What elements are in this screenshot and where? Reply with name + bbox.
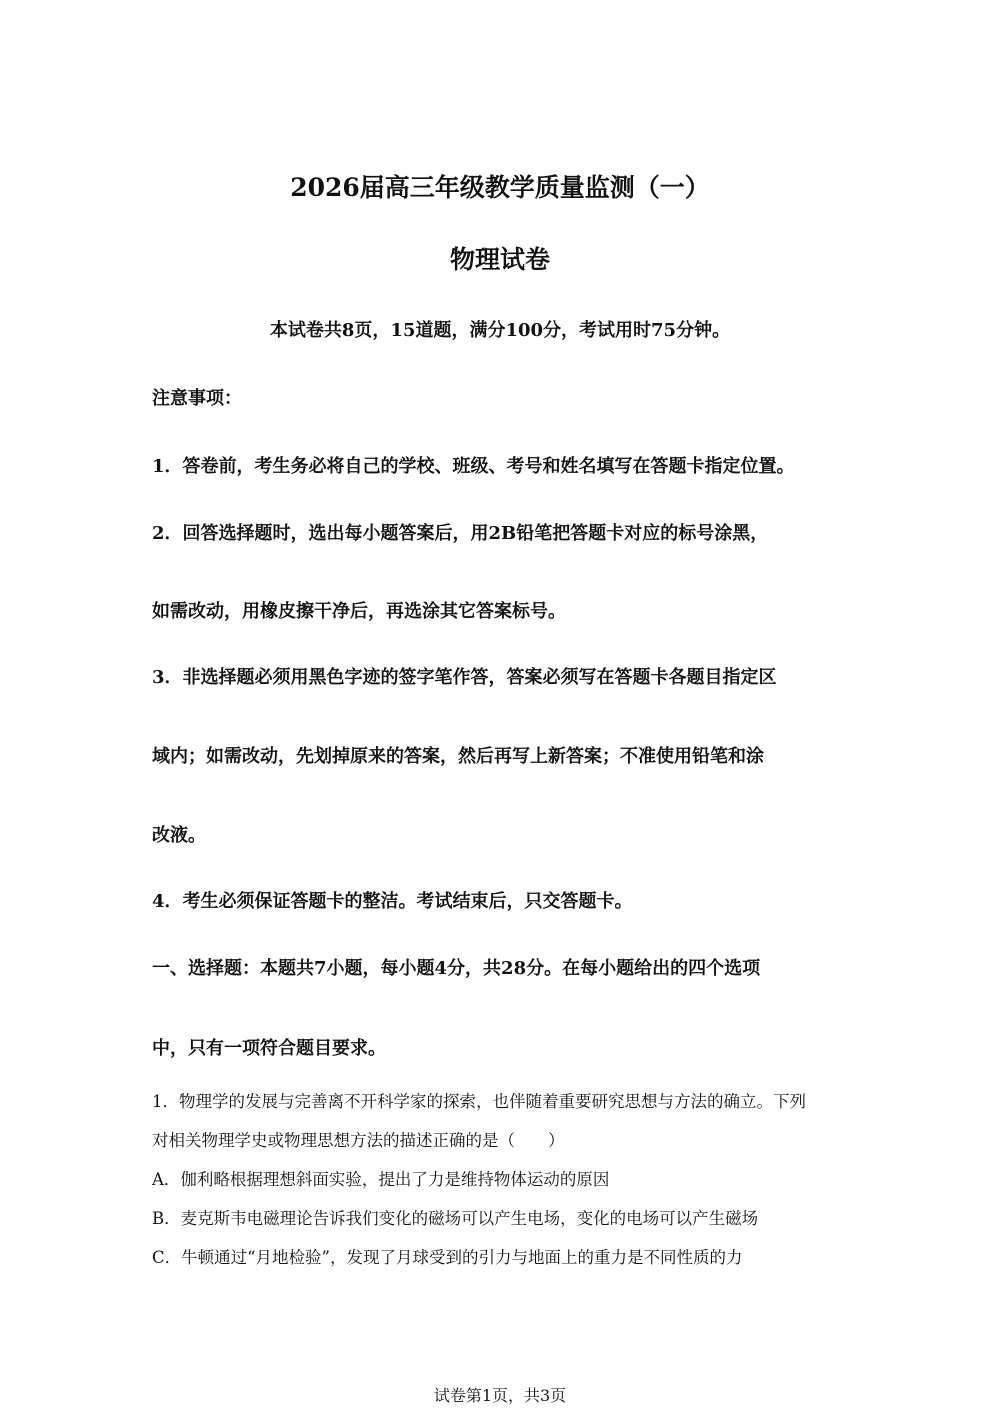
exam-subject: 物理试卷 [449,245,550,274]
question-1-option-b: B．麦克斯韦电磁理论告诉我们变化的磁场可以产生电场，变化的电场可以产生磁场 [152,1209,759,1228]
question-1-option-c: C．牛顿通过“月地检验”，发现了月球受到的引力与地面上的重力是不同性质的力 [152,1248,743,1267]
exam-summary: 本试卷共8页，15道题，满分100分，考试用时75分钟。 [269,320,731,341]
notice-line: 2．回答选择题时，选出每小题答案后，用2B铅笔把答题卡对应的标号涂黑， [152,523,769,544]
notice-line: 如需改动，用橡皮擦干净后，再选涂其它答案标号。 [152,601,566,622]
question-1-option-a: A．伽利略根据理想斜面实验，提出了力是维持物体运动的原因 [152,1170,610,1189]
notice-line: 改液。 [152,825,206,846]
section-heading: 一、选择题：本题共7小题，每小题4分，共28分。在每小题给出的四个选项 [152,958,761,979]
notice-line: 1．答卷前，考生务必将自己的学校、班级、考号和姓名填写在答题卡指定位置。 [152,456,795,477]
notice-line: 3．非选择题必须用黑色字迹的签字笔作答，答案必须写在答题卡各题目指定区 [152,667,777,688]
page-footer: 试卷第1页，共3页 [433,1386,567,1405]
notice-line: 4．考生必须保证答题卡的整洁。考试结束后，只交答题卡。 [152,891,633,912]
notice-line: 域内；如需改动，先划掉原来的答案，然后再写上新答案；不准使用铅笔和涂 [152,746,764,767]
question-1-stem: 1．物理学的发展与完善离不开科学家的探索，也伴随着重要研究思想与方法的确立。下列 [152,1092,806,1111]
section-heading-continued: 中，只有一项符合题目要求。 [152,1038,386,1059]
question-1-stem-continued: 对相关物理学史或物理思想方法的描述正确的是（ ） [152,1131,565,1150]
notice-heading: 注意事项： [152,388,242,409]
exam-title: 2026届高三年级教学质量监测（一） [290,173,710,202]
